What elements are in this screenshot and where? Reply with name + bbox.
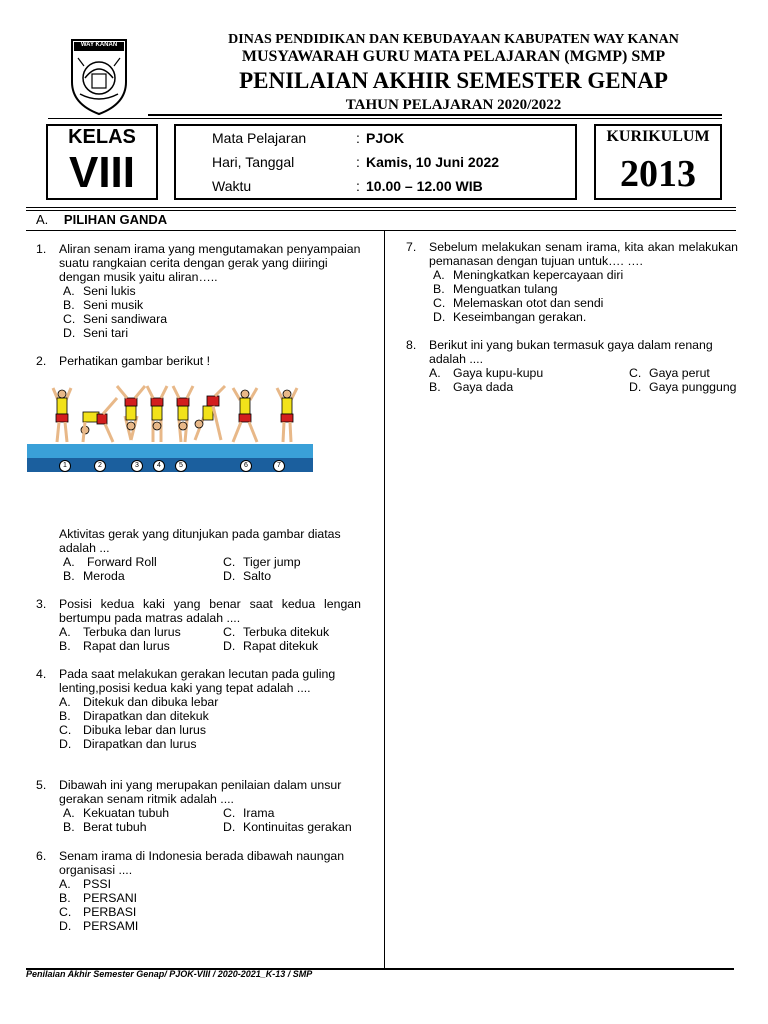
question-6 — [36, 849, 361, 933]
option-text: Rapat ditekuk — [243, 639, 319, 653]
option — [63, 312, 361, 326]
option-text: Gaya perut — [649, 366, 710, 380]
option-text: Terbuka dan lurus — [83, 625, 181, 639]
section-letter: A. — [36, 212, 49, 227]
option-letter: C. — [433, 296, 446, 310]
question-number: 6. — [36, 849, 47, 863]
question-number: 3. — [36, 597, 47, 611]
question-number: 5. — [36, 778, 47, 792]
option-text: Meningkatkan kepercayaan diri — [453, 268, 624, 282]
info-value: 10.00 – 12.00 WIB — [366, 178, 483, 194]
option — [433, 310, 738, 324]
option-text: Keseimbangan gerakan. — [453, 310, 587, 324]
option-text: Gaya kupu-kupu — [453, 366, 544, 380]
option — [63, 806, 223, 820]
option-letter: A. — [59, 877, 71, 891]
option — [629, 366, 741, 380]
option-letter: C. — [59, 723, 72, 737]
kelas-value: VIII — [68, 148, 136, 197]
question-4 — [36, 667, 361, 751]
option-letter: A. — [59, 625, 71, 639]
option-text: Meroda — [83, 569, 125, 583]
header-rule-bottom — [48, 118, 722, 119]
section-title — [36, 212, 167, 227]
option — [429, 366, 629, 380]
option-text: Seni lukis — [83, 284, 136, 298]
option-text: Salto — [243, 569, 272, 583]
question-text: Perhatikan gambar berikut ! — [59, 354, 211, 368]
option-text: Seni tari — [83, 326, 129, 340]
option-letter: D. — [223, 639, 236, 653]
option — [429, 380, 629, 394]
option-letter: C. — [223, 555, 236, 569]
step-marker: 1 — [59, 460, 71, 472]
kelas-label: KELAS — [68, 126, 136, 148]
option — [59, 709, 361, 723]
option-grid — [59, 625, 361, 653]
option-letter: A. — [63, 555, 75, 569]
option-grid — [429, 366, 741, 394]
question-text: Senam irama di Indonesia berada dibawah naungan organisasi .... — [59, 849, 345, 877]
header-line-3: PENILAIAN AKHIR SEMESTER GENAP — [239, 68, 668, 93]
kurikulum-value: 2013 — [620, 153, 696, 195]
question-number: 4. — [36, 667, 47, 681]
option-letter: A. — [63, 806, 75, 820]
option — [433, 296, 738, 310]
option — [63, 298, 361, 312]
header-line-1: DINAS PENDIDIKAN DAN KEBUDAYAAN KABUPATEN WAY KANAN — [228, 32, 679, 47]
option — [433, 282, 738, 296]
option-letter: D. — [629, 380, 642, 394]
kurikulum-label: KURIKULUM — [606, 128, 710, 145]
option — [59, 919, 361, 933]
step-marker: 6 — [240, 460, 252, 472]
option-letter: D. — [433, 310, 446, 324]
option — [59, 625, 223, 639]
option — [59, 639, 223, 653]
option-text: Tiger jump — [243, 555, 301, 569]
option — [63, 820, 223, 834]
step-marker: 3 — [131, 460, 143, 472]
option — [223, 639, 361, 653]
option-letter: B. — [433, 282, 445, 296]
option-letter: B. — [429, 380, 441, 394]
option-letter: A. — [63, 284, 75, 298]
option-letter: D. — [223, 820, 236, 834]
option — [59, 891, 361, 905]
question-7 — [406, 240, 738, 324]
option-letter: C. — [223, 625, 236, 639]
option-letter: D. — [59, 737, 72, 751]
option — [223, 806, 361, 820]
question-2-continued — [59, 527, 361, 583]
question-text: Aliran senam irama yang mengutamakan penyampaian suatu rangkaian cerita dengan gerak yang diiringi dengan musik yaitu aliran….. — [59, 242, 361, 284]
question-text: Aktivitas gerak yang ditunjukan pada gambar diatas adalah ... — [59, 527, 341, 555]
question-text: Dibawah ini yang merupakan penilaian dalam unsur gerakan senam ritmik adalah .... — [59, 778, 342, 806]
option — [63, 555, 223, 569]
info-value: PJOK — [366, 130, 405, 146]
option-text: PERSAMI — [83, 919, 139, 933]
question-number: 2. — [36, 354, 47, 368]
option-text: Dibuka lebar dan lurus — [83, 723, 207, 737]
school-logo — [70, 38, 128, 116]
option — [433, 268, 738, 282]
question-text: Berikut ini yang bukan termasuk gaya dalam renang adalah .... — [429, 338, 713, 366]
header-rule-top — [148, 114, 722, 116]
header-line-2: MUSYAWARAH GURU MATA PELAJARAN (MGMP) SMP — [241, 48, 666, 65]
option-letter: B. — [59, 639, 71, 653]
option-text: Menguatkan tulang — [453, 282, 558, 296]
option-grid — [63, 555, 361, 583]
option-letter: C. — [223, 806, 236, 820]
option-text: Forward Roll — [87, 555, 157, 569]
question-number: 7. — [406, 240, 417, 254]
option — [63, 284, 361, 298]
option-letter: D. — [59, 919, 72, 933]
option — [223, 820, 361, 834]
question-text: Pada saat melakukan gerakan lecutan pada guling lenting,posisi kedua kaki yang tepat adalah .... — [59, 667, 336, 695]
option — [59, 695, 361, 709]
option-letter: B. — [59, 709, 71, 723]
option — [223, 569, 361, 583]
option-text: Terbuka ditekuk — [243, 625, 330, 639]
option-letter: C. — [629, 366, 642, 380]
option-text: Seni musik — [83, 298, 144, 312]
option — [59, 877, 361, 891]
gymnastics-figure — [27, 384, 313, 472]
option-letter: B. — [63, 820, 75, 834]
option-letter: C. — [59, 905, 72, 919]
option — [59, 905, 361, 919]
question-number: 8. — [406, 338, 417, 352]
option-text: Dirapatkan dan lurus — [83, 737, 197, 751]
header-line-4: TAHUN PELAJARAN 2020/2022 — [345, 97, 562, 113]
option-letter: A. — [429, 366, 441, 380]
option-text: Ditekuk dan dibuka lebar — [83, 695, 219, 709]
question-8 — [406, 338, 741, 394]
info-sep: : — [356, 154, 360, 170]
info-box — [174, 124, 577, 200]
option-text: Irama — [243, 806, 275, 820]
info-label: Mata Pelajaran — [212, 130, 307, 146]
column-divider — [384, 230, 385, 968]
step-marker: 2 — [94, 460, 106, 472]
question-1 — [36, 242, 361, 340]
option — [59, 737, 361, 751]
option-letter: C. — [63, 312, 76, 326]
step-marker: 5 — [175, 460, 187, 472]
question-5 — [36, 778, 361, 834]
option-letter: B. — [63, 298, 75, 312]
option-text: Berat tubuh — [83, 820, 147, 834]
question-number: 1. — [36, 242, 47, 256]
option-text: Gaya punggung — [649, 380, 737, 394]
header-rule-double-b — [26, 210, 736, 211]
question-text: Posisi kedua kaki yang benar saat kedua lengan bertumpu pada matras adalah .... — [59, 597, 361, 625]
question-2 — [36, 354, 361, 368]
info-value: Kamis, 10 Juni 2022 — [366, 154, 500, 170]
question-text: Sebelum melakukan senam irama, kita akan melakukan pemanasan dengan tujuan untuk…. …. — [429, 240, 738, 268]
info-sep: : — [356, 130, 360, 146]
option — [59, 723, 361, 737]
option-text: PERBASI — [83, 905, 137, 919]
cartwheel-sequence-illustration — [27, 384, 313, 472]
step-marker: 4 — [153, 460, 165, 472]
kurikulum-box — [594, 124, 722, 200]
section-title-text: PILIHAN GANDA — [63, 212, 168, 227]
option-letter: D. — [63, 326, 76, 340]
info-sep: : — [356, 178, 360, 194]
option — [223, 625, 361, 639]
option-letter: D. — [223, 569, 236, 583]
option — [63, 326, 361, 340]
option-letter: A. — [59, 695, 71, 709]
option-text: Kekuatan tubuh — [83, 806, 170, 820]
option-text: Melemaskan otot dan sendi — [453, 296, 604, 310]
option — [63, 569, 223, 583]
info-label: Hari, Tanggal — [212, 154, 295, 170]
option — [223, 555, 361, 569]
step-marker: 7 — [273, 460, 285, 472]
option-text: Kontinuitas gerakan — [243, 820, 352, 834]
footer-text: Penilaian Akhir Semester Genap/ PJOK-VIII / 2020-2021_K-13 / SMP — [26, 969, 313, 979]
question-3 — [36, 597, 361, 653]
option-text: PSSI — [83, 877, 112, 891]
option-text: Rapat dan lurus — [83, 639, 170, 653]
option-text: PERSANI — [83, 891, 137, 905]
logo-text: WAY KANAN — [80, 42, 118, 48]
option-grid — [63, 806, 361, 834]
option-letter: B. — [59, 891, 71, 905]
header-rule-double-a — [26, 207, 736, 208]
kelas-box — [46, 124, 158, 200]
option-letter: B. — [63, 569, 75, 583]
section-rule — [26, 230, 736, 231]
option — [629, 380, 741, 394]
option-letter: A. — [433, 268, 445, 282]
option-text: Dirapatkan dan ditekuk — [83, 709, 209, 723]
option-text: Gaya dada — [453, 380, 514, 394]
option-text: Seni sandiwara — [83, 312, 168, 326]
info-label: Waktu — [212, 178, 252, 194]
